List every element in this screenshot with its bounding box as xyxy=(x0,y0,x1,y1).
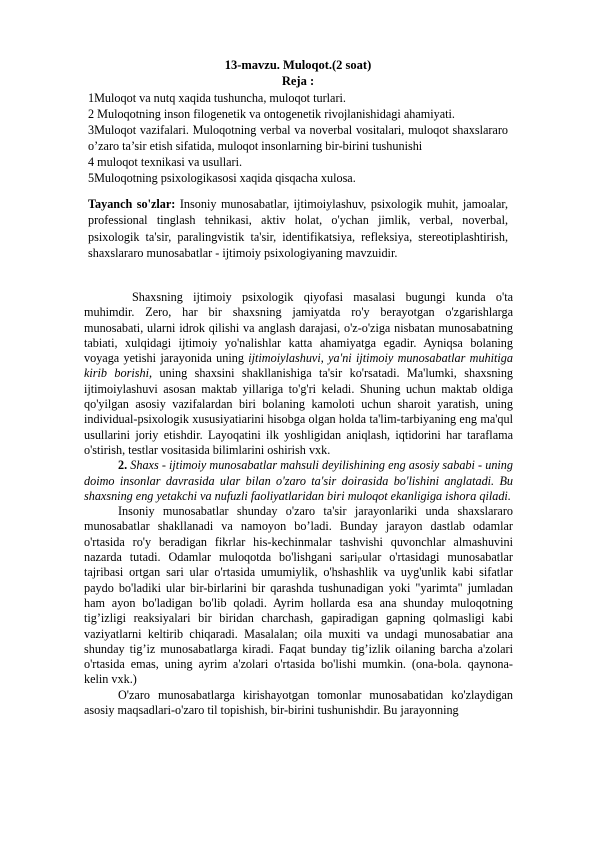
keywords-block xyxy=(88,196,508,261)
paragraph-1-text-b: uning shaxsini shakllanishiga ta'sir ko'rsatadi. Ma'lumki, shaxsning ijtimoiylashuvi asosan maktab yillariga to'g'ri keladi. Shuning uchun maktab oldiga qo'yilgan asosiy vazifalardan biri bolaning kamoloti uchun sharoit yaratish, uning individual-psixologik xususiyatiarini hisobga olgan holda ta'lim-tarbiyaning eng ma'qul usullarini joriy etishdir. Layoqatini ilk yoshligidan aniqlash, iqtidorini har taraflama o'stirish, testlar vositasida bilimlarini oshirish vxk. xyxy=(84,366,514,457)
paragraph-1 xyxy=(84,290,513,458)
plan-heading: Reja : xyxy=(281,74,315,88)
paragraph-1-italic: ijtimoiylashuvi, ya'ni ijtimoiy munosabatlar muhitiga kirib borishi, xyxy=(84,351,513,381)
paragraph-3: Insoniy munosabatlar shunday o'zaro ta'sir jarayonlariki unda shaxslararo munosabatlar shakllanadi va namoyon bo’ladi. Bunday jarayon dastlab odamlar o'rtasida ro'y beradigan fikrlar his-kechinmalar tashvishi quvonchlar almashuvini nazarda tutadi. Odamlar muloqotda bo'lishgani sariₚular o'rtasidagi munosabatlar tajribasi ortgan sari ular o'rtasida umumiylik, o'hshashlik va uyg'unlik kabi sifatlar paydo bo'ladiki ular bir-birlarini bir qarashda tushunadigan yoki "yarimta" jumladan ham ayon bo'ladigan bo'lib qoladi. Ayrim hollarda esa ana shunday muloqotning tig’izligi reaksiyalari bir biridan charchash, gapiradigan gapning qolmasligi kabi vaziyatlarni keltirib chiqaradi. Masalalan; oila muxiti va undagi munosabatiar ana shunday tig’iz munosabatlarga kiradi. Faqat bunday tig’izlik oilaning barcha a'zolari o'rtasida emas, uning ayrim a'zolari o'rtasida bo'lishi mumkin. (ona-bola. qaynona- kelin vxk.) xyxy=(84,504,513,687)
page-title: 13-mavzu. Muloqot.(2 soat) xyxy=(224,58,372,72)
plan-item-3: 3Muloqot vazifalari. Muloqotning verbal va noverbal vositalari, muloqot shaxslararo o’zaro ta’sir etish sifatida, muloqot insonlarning bir-birini tushunishi xyxy=(88,123,508,153)
plan-item-5: 5Muloqotning psixologikasosi xaqida qisqacha xulosa. xyxy=(88,171,356,185)
paragraph-2-number: 2. xyxy=(118,458,128,473)
plan-item-2: 2 Muloqotning inson filogenetik va ontogenetik rivojlanishidagi ahamiyati. xyxy=(88,107,455,121)
paragraph-2 xyxy=(84,458,513,504)
plan-item-4: 4 muloqot texnikasi va usullari. xyxy=(88,155,243,169)
body-text xyxy=(84,290,513,718)
paragraph-1-text-a: Shaxsning ijtimoiy psixologik qiyofasi masalasi bugungi kunda o'ta muhimdir. Zero, har bir shaxsning jamiyatda ro'y berayotgan o'zgarishlarga munosabati, ularni idrok qilishi va anglash darajasi, o'z-o'ziga nisbatan munosabatning tabiati, xulqidagi ijtimoiy yo'nalishlar katta ahamiyatga egadir. Ayniqsa bolaning voyaga yetishi jarayonida uning xyxy=(84,290,513,366)
paragraph-2-italic: Shaxs - ijtimoiy munosabatlar mahsuli deyilishining eng asosiy sababi - uning doimo insonlar davrasida ular bilan o'zaro ta'sir doirasida bo'lishini anglatadi. Bu shaxsning eng yetakchi va nufuzli faoliyatlaridan biri muloqot ekanligiga ishora qiladi. xyxy=(84,458,513,503)
paragraph-4: O'zaro munosabatlarga kirishayotgan tomonlar munosabatidan ko'zlaydigan asosiy maqsadlari-o'zaro til topishish, bir-birini tushunishdir. Bu jarayonning xyxy=(84,687,513,718)
keywords-label: Tayanch so'zlar: xyxy=(88,197,176,211)
keywords-text: Insoniy munosabatlar, ijtimoiylashuv, psixologik muhit, jamoalar, professional tinglash tehnikasi, aktiv holat, o'ychan jimlik, verbal, noverbal, psixologik ta'sir, paralingvistik ta'sir, identifikatsiya, refleksiya, stereotiplashtirish, shaxslararo munosabatlar - ijtimoiy psixologiyaning mavzuidir. xyxy=(88,197,509,260)
plan-list xyxy=(88,90,508,186)
plan-item-1: 1Muloqot va nutq xaqida tushuncha, muloqot turlari. xyxy=(88,91,346,105)
